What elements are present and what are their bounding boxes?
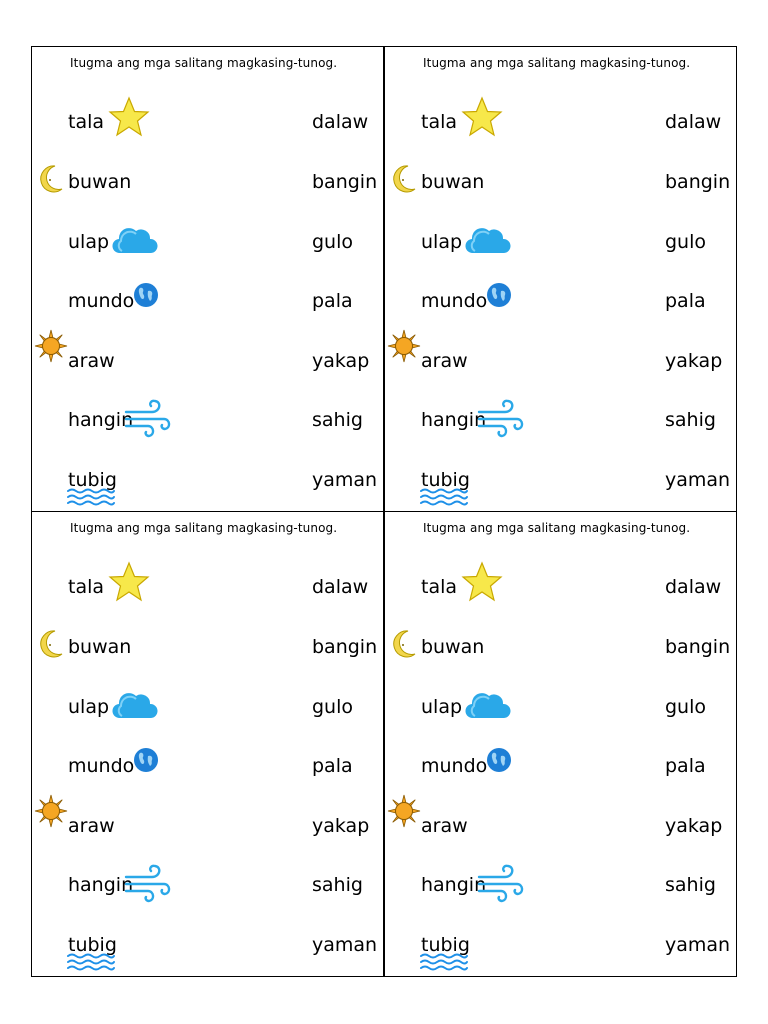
- cloud-icon: [465, 225, 511, 255]
- globe-icon: [485, 746, 513, 774]
- right-word-sahig: sahig: [665, 409, 716, 431]
- sun-icon: [34, 329, 68, 363]
- right-word-bangin: bangin: [312, 636, 378, 658]
- right-word-yaman: yaman: [312, 469, 378, 491]
- wind-icon: [124, 398, 172, 440]
- right-word-yaman: yaman: [312, 934, 378, 956]
- left-word-hangin: hangin: [421, 409, 487, 431]
- right-word-yakap: yakap: [665, 815, 723, 837]
- right-word-sahig: sahig: [312, 874, 363, 896]
- wind-icon: [477, 398, 525, 440]
- right-word-yaman: yaman: [665, 934, 731, 956]
- wind-icon: [477, 863, 525, 905]
- right-word-sahig: sahig: [312, 409, 363, 431]
- moon-icon: [391, 629, 417, 659]
- left-word-buwan: buwan: [421, 636, 485, 658]
- cloud-icon: [112, 225, 158, 255]
- right-word-gulo: gulo: [665, 231, 707, 253]
- left-word-araw: araw: [68, 815, 115, 837]
- cloud-icon: [465, 690, 511, 720]
- cloud-icon: [112, 690, 158, 720]
- right-word-pala: pala: [312, 290, 353, 312]
- right-word-dalaw: dalaw: [665, 111, 722, 133]
- right-word-yakap: yakap: [312, 815, 370, 837]
- right-word-bangin: bangin: [312, 171, 378, 193]
- water-icon: [66, 952, 116, 972]
- left-word-tala: tala: [421, 111, 458, 133]
- right-word-pala: pala: [665, 290, 706, 312]
- globe-icon: [485, 281, 513, 309]
- left-word-ulap: ulap: [68, 231, 110, 253]
- left-word-araw: araw: [68, 350, 115, 372]
- sun-icon: [387, 329, 421, 363]
- right-word-dalaw: dalaw: [665, 576, 722, 598]
- left-word-mundo: mundo: [421, 755, 488, 777]
- left-word-tubig: tubig: [421, 934, 470, 956]
- left-word-buwan: buwan: [68, 171, 132, 193]
- worksheet-card: [31, 46, 384, 512]
- left-word-tubig: tubig: [421, 469, 470, 491]
- right-word-sahig: sahig: [665, 874, 716, 896]
- left-word-buwan: buwan: [421, 171, 485, 193]
- right-word-gulo: gulo: [312, 231, 354, 253]
- left-word-hangin: hangin: [68, 874, 134, 896]
- worksheet-card: [384, 46, 737, 512]
- right-word-pala: pala: [312, 755, 353, 777]
- left-word-ulap: ulap: [68, 696, 110, 718]
- left-word-hangin: hangin: [68, 409, 134, 431]
- water-icon: [66, 487, 116, 507]
- right-word-dalaw: dalaw: [312, 111, 369, 133]
- left-word-araw: araw: [421, 350, 468, 372]
- star-icon: [108, 96, 150, 138]
- right-word-yaman: yaman: [665, 469, 731, 491]
- star-icon: [108, 561, 150, 603]
- left-word-tala: tala: [68, 111, 105, 133]
- instruction-text: Itugma ang mga salitang magkasing-tunog.: [70, 521, 338, 535]
- worksheet-card: [31, 511, 384, 977]
- left-word-buwan: buwan: [68, 636, 132, 658]
- left-word-tala: tala: [421, 576, 458, 598]
- left-word-mundo: mundo: [68, 755, 135, 777]
- left-word-tala: tala: [68, 576, 105, 598]
- water-icon: [419, 487, 469, 507]
- sun-icon: [387, 794, 421, 828]
- sun-icon: [34, 794, 68, 828]
- moon-icon: [38, 629, 64, 659]
- right-word-gulo: gulo: [665, 696, 707, 718]
- globe-icon: [132, 281, 160, 309]
- right-word-yakap: yakap: [665, 350, 723, 372]
- star-icon: [461, 561, 503, 603]
- left-word-mundo: mundo: [421, 290, 488, 312]
- moon-icon: [38, 164, 64, 194]
- worksheet-card: [384, 511, 737, 977]
- left-word-tubig: tubig: [68, 934, 117, 956]
- right-word-yakap: yakap: [312, 350, 370, 372]
- left-word-mundo: mundo: [68, 290, 135, 312]
- left-word-ulap: ulap: [421, 231, 463, 253]
- right-word-gulo: gulo: [312, 696, 354, 718]
- instruction-text: Itugma ang mga salitang magkasing-tunog.: [70, 56, 338, 70]
- right-word-dalaw: dalaw: [312, 576, 369, 598]
- wind-icon: [124, 863, 172, 905]
- water-icon: [419, 952, 469, 972]
- instruction-text: Itugma ang mga salitang magkasing-tunog.: [423, 56, 691, 70]
- left-word-hangin: hangin: [421, 874, 487, 896]
- right-word-bangin: bangin: [665, 636, 731, 658]
- left-word-araw: araw: [421, 815, 468, 837]
- instruction-text: Itugma ang mga salitang magkasing-tunog.: [423, 521, 691, 535]
- right-word-bangin: bangin: [665, 171, 731, 193]
- left-word-tubig: tubig: [68, 469, 117, 491]
- globe-icon: [132, 746, 160, 774]
- right-word-pala: pala: [665, 755, 706, 777]
- moon-icon: [391, 164, 417, 194]
- left-word-ulap: ulap: [421, 696, 463, 718]
- star-icon: [461, 96, 503, 138]
